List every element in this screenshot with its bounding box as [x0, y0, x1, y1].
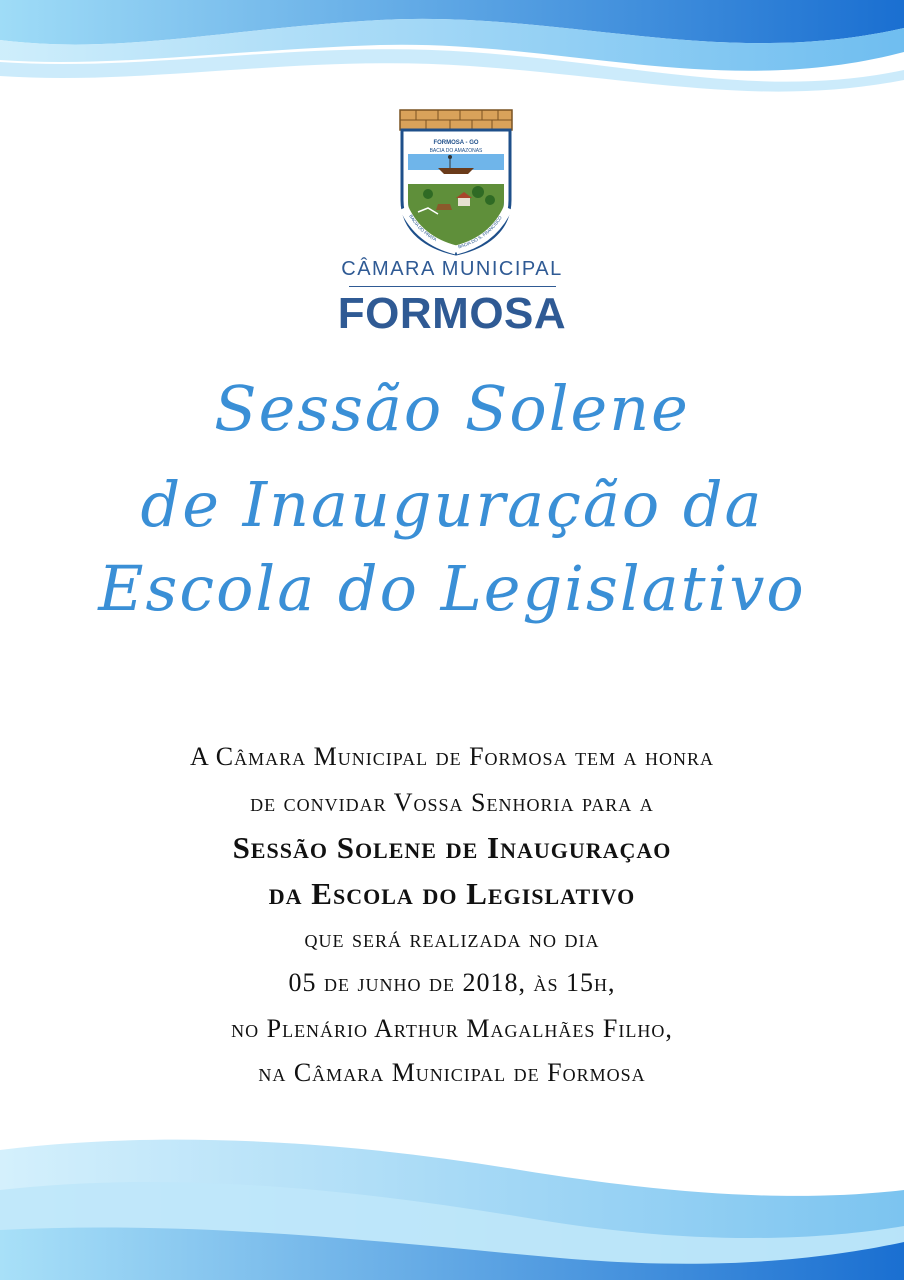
- invitation-venue: no Plenário Arthur Magalhães Filho,: [231, 1014, 673, 1043]
- invitation-event-title-2: da Escola do Legislativo: [268, 876, 636, 911]
- invitation-line-1: A Câmara Municipal de Formosa tem a honra: [189, 742, 715, 771]
- top-wave-decoration: [0, 0, 904, 110]
- crest-left-ribbon: BACIA DO PRATA: [408, 213, 438, 243]
- org-city: FORMOSA: [337, 289, 567, 338]
- bottom-wave-decoration: [0, 1130, 904, 1280]
- municipal-crest-logo: [398, 108, 514, 256]
- org-name: CÂMARA MUNICIPAL: [341, 258, 563, 280]
- crest-top-text: FORMOSA - GO: [433, 140, 479, 146]
- invitation-line-5: que será realizada no dia: [304, 924, 600, 953]
- script-title-line-1: Sessão Solene: [214, 372, 690, 445]
- invitation-event-title-1: Sessão Solene de Inauguraçao: [232, 830, 672, 865]
- script-title-line-2: de Inauguração da: [140, 468, 764, 541]
- org-divider: [349, 286, 556, 287]
- invitation-line-2: de convidar Vossa Senhoria para a: [250, 788, 654, 817]
- script-title-line-3: Escola do Legislativo: [98, 552, 806, 625]
- crest-right-ribbon: BACIA DO S. FRANCISCO: [457, 215, 503, 250]
- invitation-date-time: 05 de junho de 2018, às 15h,: [288, 968, 616, 997]
- invitation-location: na Câmara Municipal de Formosa: [258, 1058, 646, 1087]
- crest-band-text: BACIA DO AMAZONAS: [429, 148, 483, 154]
